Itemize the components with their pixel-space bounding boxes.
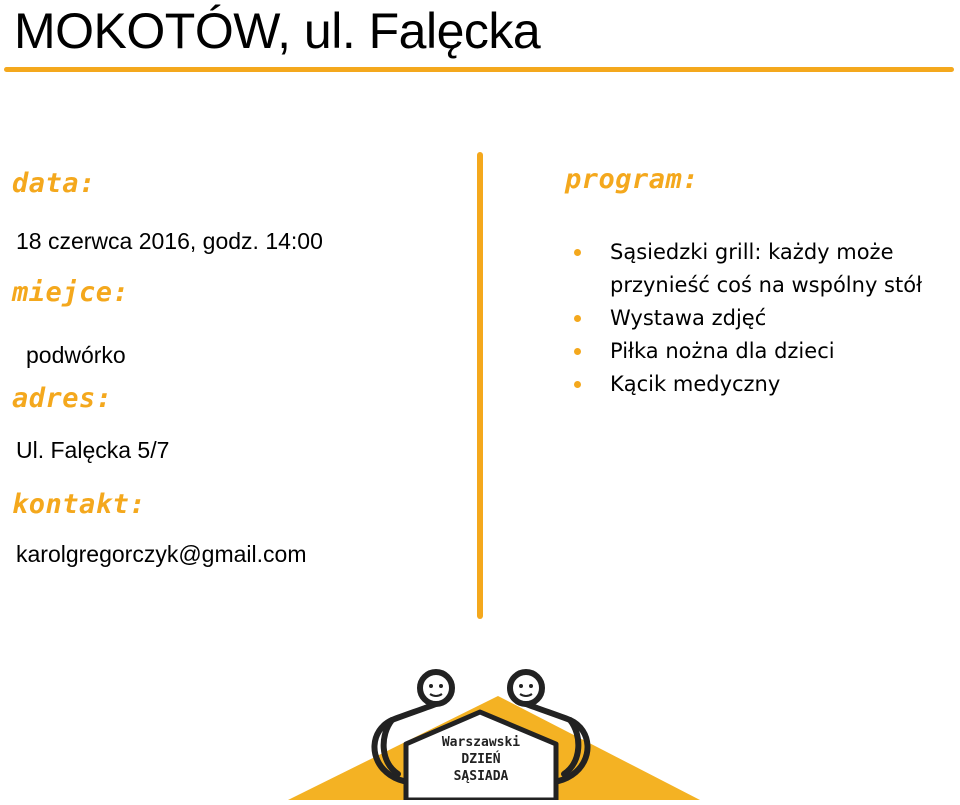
- page-title: MOKOTÓW, ul. Falęcka: [14, 3, 541, 59]
- contact-label: kontakt:: [12, 489, 147, 520]
- bullet-icon: [574, 249, 581, 256]
- contact-value[interactable]: karolgregorczyk@gmail.com: [16, 541, 307, 567]
- address-label: adres:: [12, 383, 113, 414]
- program-item: Piłka nożna dla dzieci: [570, 335, 922, 368]
- program-item: Wystawa zdjęć: [570, 302, 922, 335]
- place-label: miejce:: [12, 277, 130, 308]
- program-item: Kącik medyczny: [570, 368, 922, 401]
- vertical-divider: [477, 152, 483, 619]
- logo-line1: Warszawski: [441, 735, 521, 750]
- date-value: 18 czerwca 2016, godz. 14:00: [16, 228, 323, 254]
- bullet-icon: [574, 348, 581, 355]
- address-value: Ul. Falęcka 5/7: [16, 437, 170, 463]
- program-item: Sąsiedzki grill: każdy może: [570, 236, 922, 269]
- logo-line3: SĄSIADA: [453, 769, 509, 784]
- date-label: data:: [12, 168, 96, 199]
- logo-line2: DZIEŃ: [461, 752, 501, 767]
- bullet-icon: [574, 315, 581, 322]
- place-value: podwórko: [26, 342, 126, 368]
- program-list: [570, 236, 922, 401]
- logo: [0, 640, 960, 800]
- program-item-continuation: przynieść coś na wspólny stół: [610, 273, 923, 297]
- program-label: program:: [565, 164, 700, 195]
- dzien-sasiada-logo-icon: [0, 640, 960, 800]
- title-divider: [4, 67, 954, 72]
- bullet-icon: [574, 381, 581, 388]
